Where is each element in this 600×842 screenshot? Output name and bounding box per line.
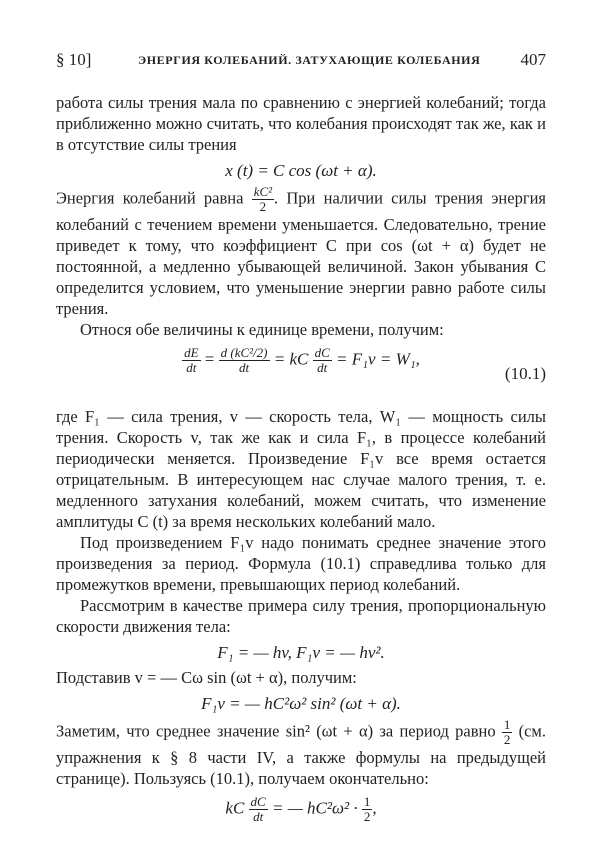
eq2-dc-fraction: [313, 346, 332, 375]
equation-1-text: x (t) = C cos (ωt + α).: [225, 161, 377, 180]
eq5-mid: = — hC²ω² ·: [271, 798, 358, 818]
paragraph-6: Рассмотрим в качестве примера силу трения, пропорциональную скорости движения тела:: [56, 596, 546, 636]
eq5-half-fraction: [362, 795, 373, 824]
energy-fraction-num: kC²: [253, 184, 273, 199]
eq5-dc-den: dt: [253, 809, 264, 824]
eq2-dc-num: dC: [314, 345, 330, 360]
paragraph-7: Подставив v = — Cω sin (ωt + α), получим:: [56, 668, 357, 687]
equation-4-text: F₁v = — hC²ω² sin² (ωt + α).: [201, 694, 401, 713]
paragraph-8-end: (см. упражнения к § 8 части IV, а также формулы на предыдущей странице). Пользуясь (10.1), получаем окончательно:: [56, 721, 546, 788]
eq2-rest: = F₁v = W₁,: [336, 349, 420, 369]
paragraph-1: работа силы трения мала по сравнению с энергией колебаний; тогда приближенно можно считать, что колебания происходят так же, как и в отсутствие силы трения: [56, 93, 546, 154]
eq2-kc: = kC: [273, 349, 309, 369]
equation-4: [56, 694, 546, 714]
paragraph-2-end: . При наличии силы трения энергия колебаний с течением времени уменьшается. Следовательно, трение приведет к тому, что коэффициент C при cos (ωt + α) будет не постоянной, а медленно убывающей величиной. Закон убывания C определится условием, что уменьшение энергии равно работе силы трения.: [56, 188, 547, 318]
half-fraction: [502, 718, 513, 747]
eq5-dc-fraction: [249, 795, 268, 824]
eq5-end: ,: [372, 798, 377, 818]
eq2-mid-num: d (kC²/2): [220, 345, 268, 360]
energy-fraction-den: 2: [259, 199, 267, 214]
paragraph-8: [56, 718, 546, 789]
eq2-dc-den: dt: [317, 360, 328, 375]
eq5-half-num: 1: [363, 794, 371, 809]
equation-3-text: F₁ = — hv, F₁v = — hv².: [217, 643, 385, 662]
energy-fraction: [252, 185, 274, 214]
equation-5: [56, 795, 546, 824]
eq2-lhs-fraction: [182, 346, 200, 375]
paragraph-8-start: Заметим, что среднее значение sin² (ωt + α) за период равно: [56, 721, 496, 741]
header-section: § 10]: [56, 50, 92, 69]
equation-1: [56, 161, 546, 181]
eq5-kc: kC: [225, 798, 245, 818]
half-fraction-den: 2: [503, 732, 511, 747]
paragraph-3: Относя обе величины к единице времени, получим:: [80, 320, 444, 339]
eq2-lhs-den: dt: [186, 360, 197, 375]
paragraph-5: Под произведением F₁v надо понимать среднее значение этого произведения за период. Формула (10.1) справедлива только для промежутков времени, превышающих период колебаний.: [56, 533, 546, 594]
equation-3: [56, 643, 546, 663]
equation-10-1: $\frac{dE}{dt}$ = $\frac{\text{d (kC²/2)}}{dt}$ = kC $\frac{dC}{dt}$ = F₁v = W₁, (10.1): [184, 345, 546, 383]
running-header: [56, 50, 546, 74]
header-page-number: 407: [520, 50, 546, 69]
paragraph-2-start: Энергия колебаний равна: [56, 188, 244, 208]
equation-number: (10.1): [504, 364, 546, 383]
header-title: ЭНЕРГИЯ КОЛЕБАНИЙ. ЗАТУХАЮЩИЕ КОЛЕБАНИЯ: [138, 53, 481, 67]
eq2-mid-den: dt: [239, 360, 250, 375]
eq2-lhs-num: dE: [184, 345, 199, 360]
paragraph-4: где F₁ — сила трения, v — скорость тела, W₁ — мощность силы трения. Скорость v, так же как и сила F₁, в процессе колебаний периодически меняется. Произведение F₁v все время остается отрицательным. В интересующем нас случае малого трения, т. е. медленного затухания колебаний, можем считать, что изменение амплитуды C (t) за время нескольких колебаний мало.: [56, 407, 546, 531]
book-page: [56, 50, 546, 828]
eq5-dc-num: dC: [250, 794, 266, 809]
paragraph-2: [56, 185, 546, 319]
eq5-half-den: 2: [363, 809, 371, 824]
eq2-mid-fraction: [219, 346, 270, 375]
half-fraction-num: 1: [503, 717, 511, 732]
